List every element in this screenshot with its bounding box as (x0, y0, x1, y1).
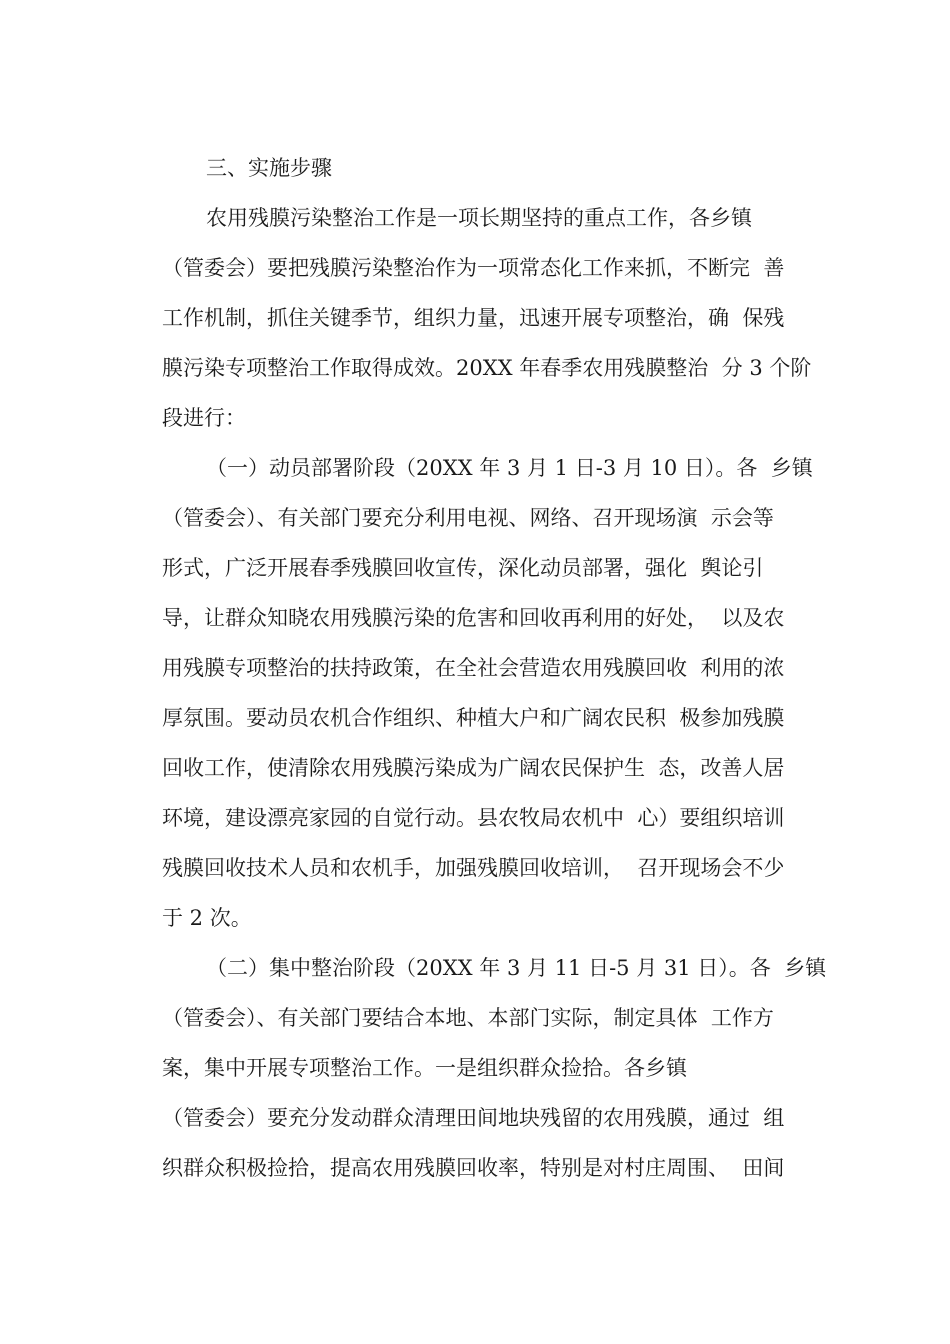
paragraph-line: 案，集中开展专项整治工作。一是组织群众捡拾。各乡镇 (162, 1056, 687, 1080)
paragraph-line: 环境，建设漂亮家园的自觉行动。县农牧局农机中 心）要组织培训 (162, 806, 785, 830)
paragraph-line: 于 2 次。 (162, 906, 252, 930)
paragraph-line: 用残膜专项整治的扶持政策，在全社会营造农用残膜回收 利用的浓 (162, 656, 785, 680)
paragraph-line: 回收工作，使清除农用残膜污染成为广阔农民保护生 态，改善人居 (162, 756, 785, 780)
paragraph-line: （管委会）要把残膜污染整治作为一项常态化工作来抓，不断完 善 (162, 256, 785, 280)
paragraph-line: 膜污染专项整治工作取得成效。20XX 年春季农用残膜整治 分 3 个阶 (162, 356, 812, 380)
paragraph-line: 厚氛围。要动员农机合作组织、种植大户和广阔农民积 极参加残膜 (162, 706, 785, 730)
paragraph-line: 残膜回收技术人员和农机手，加强残膜回收培训， 召开现场会不少 (162, 856, 785, 880)
paragraph-line: 工作机制，抓住关键季节，组织力量，迅速开展专项整治，确 保残 (162, 306, 785, 330)
paragraph-line: 导，让群众知晓农用残膜污染的危害和回收再利用的好处， 以及农 (162, 606, 785, 630)
paragraph-line: （管委会）要充分发动群众清理田间地块残留的农用残膜，通过 组 (162, 1106, 785, 1130)
paragraph-line: （一）动员部署阶段（20XX 年 3 月 1 日-3 月 10 日）。各 乡镇 (206, 456, 813, 480)
paragraph-line: （二）集中整治阶段（20XX 年 3 月 11 日-5 月 31 日）。各 乡镇 (206, 956, 827, 980)
paragraph-line: 农用残膜污染整治工作是一项长期坚持的重点工作，各乡镇 (206, 206, 752, 230)
section-heading: 三、实施步骤 (206, 156, 332, 180)
paragraph-line: 形式，广泛开展春季残膜回收宣传，深化动员部署，强化 舆论引 (162, 556, 764, 580)
paragraph-line: （管委会）、有关部门要充分利用电视、网络、召开现场演 示会等 (162, 506, 774, 530)
paragraph-line: （管委会）、有关部门要结合本地、本部门实际，制定具体 工作方 (162, 1006, 774, 1030)
paragraph-line: 织群众积极捡拾，提高农用残膜回收率，特别是对村庄周围、 田间 (162, 1156, 785, 1180)
paragraph-line: 段进行： (162, 406, 246, 430)
